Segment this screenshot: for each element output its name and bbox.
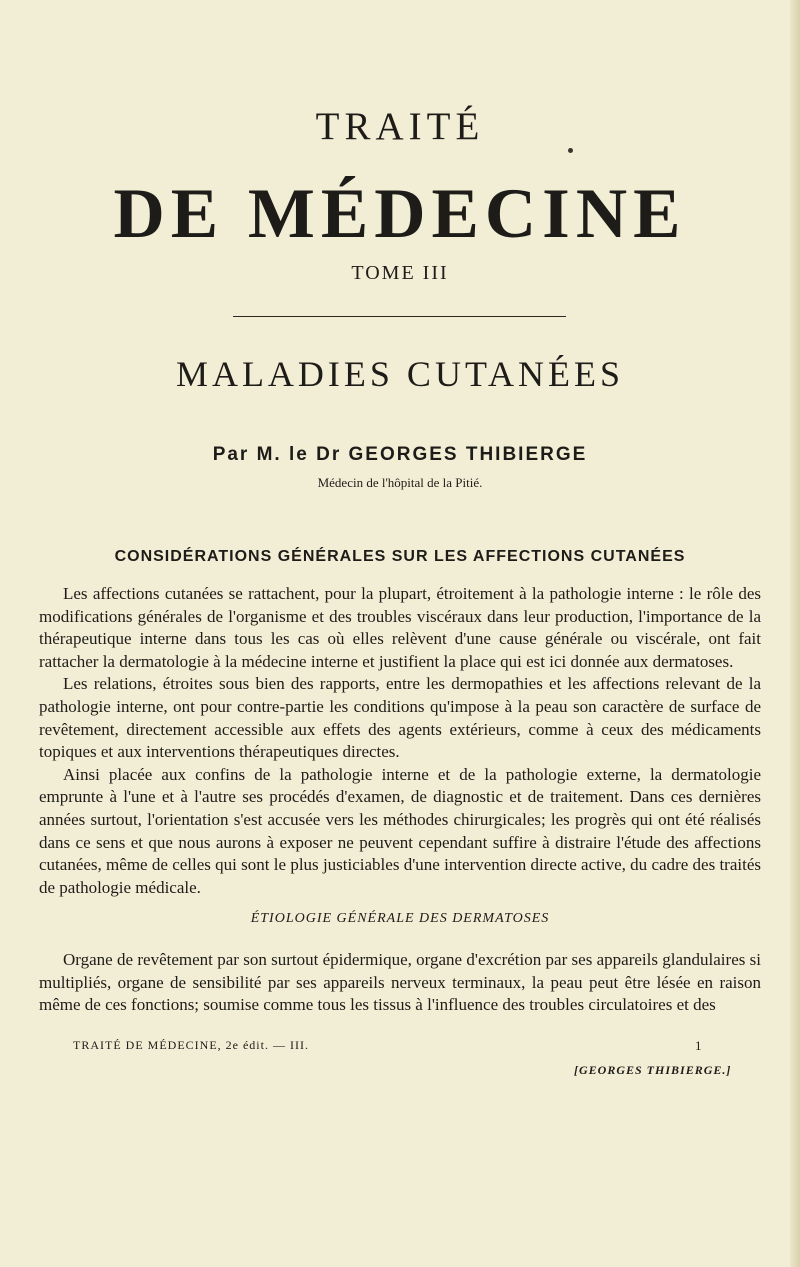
signature-mark: 1 — [695, 1038, 702, 1053]
author-role: Médecin de l'hôpital de la Pitié. — [317, 475, 483, 490]
title-medecine: DE MÉDECINE — [113, 175, 687, 253]
volume-label: TOME III — [351, 262, 449, 284]
section-title: MALADIES CUTANÉES — [175, 354, 625, 394]
paragraph: Les affections cutanées se rattachent, pour la plupart, étroitement à la pathologie interne : le rôle des modifications générales de l'organisme et des troubles viscéraux dans leur production, l'importance de la thérapeutique interne dans tous les cas où elles relèvent d'une cause générale ou viscérale, ont fait rattacher la dermatologie à la médecine interne et justifient la place qui est ici donnée aux dermatoses. — [39, 584, 761, 671]
ink-dot — [568, 148, 573, 153]
paragraph: Ainsi placée aux confins de la pathologie interne et de la pathologie externe, la dermatologie emprunte à l'une et à l'autre ses procédés d'examen, de diagnostic et de traitement. Dans ces dernières années surtout, l'orientation s'est accusée vers les méthodes chirurgicales; les progrès qui ont été réalisés dans ce sens et que nous aurons à exposer ne peuvent cependant suffire à distraire l'étude des affections cutanées, même de celles qui sont le plus justiciables d'une intervention directe active, du cadre des traités de pathologie médicale. — [39, 764, 761, 897]
title-divider — [233, 316, 566, 317]
author-line: Par M. le Dr GEORGES THIBIERGE — [212, 444, 588, 465]
paragraph: Organe de revêtement par son surtout épidermique, organe d'excrétion par ses appareils glandulaires si multipliés, organe de sensibilité par ses appareils nerveux terminaux, la peau peut être lésée en raison même de ces fonctions; soumise comme tous les tissus à l'influence des troubles circulatoires et des — [39, 950, 761, 1015]
paragraph: Les relations, étroites sous bien des rapports, entre les dermopathies et les affections relevant de la pathologie interne, ont pour contre-partie les conditions qu'impose à la peau son caractère de surface de revêtement, directement accessible aux effets des agents extérieurs, comme à ceux des médicaments topiques et aux interventions thérapeutiques directes. — [39, 674, 761, 762]
chapter-heading: CONSIDÉRATIONS GÉNÉRALES SUR LES AFFECTIONS CUTANÉES — [114, 548, 686, 565]
subheading-etiologie: ÉTIOLOGIE GÉNÉRALE DES DERMATOSES — [250, 911, 550, 926]
title-traite: TRAITÉ — [315, 105, 485, 148]
footer-edition: TRAITÉ DE MÉDECINE, 2e édit. — III. — [73, 1038, 309, 1052]
etiology-text — [39, 949, 761, 1017]
footer-author: [GEORGES THIBIERGE.] — [574, 1063, 732, 1077]
intro-text — [39, 583, 761, 899]
